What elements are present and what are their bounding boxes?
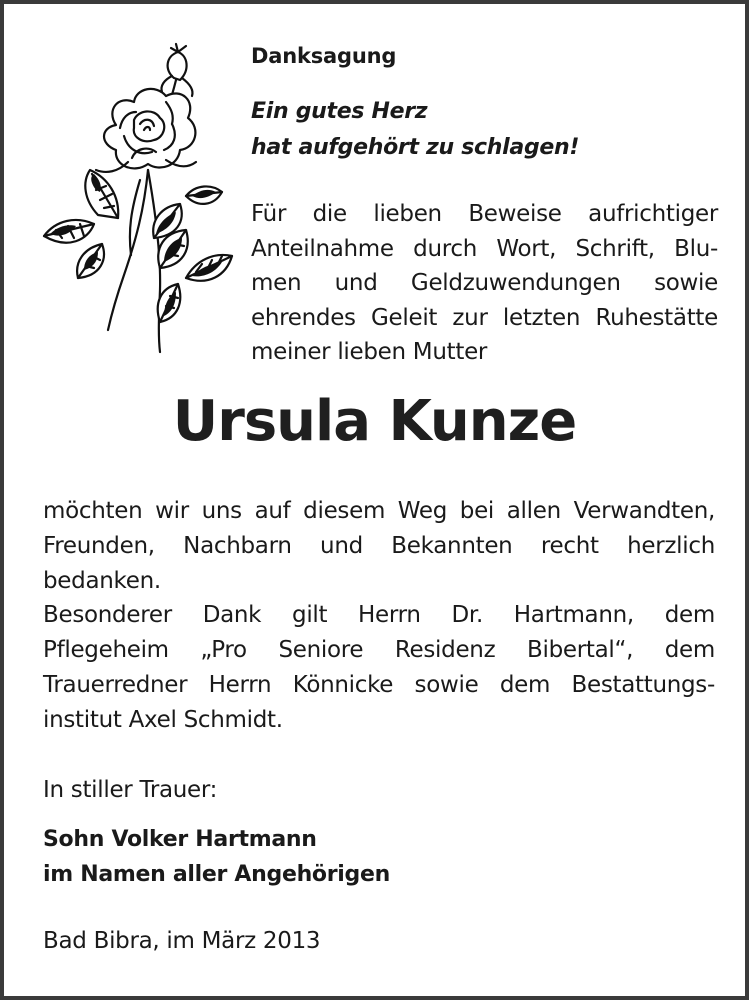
motto-line-2: hat aufgehört zu schlagen!: [251, 135, 580, 160]
heading-danksagung: Danksagung: [251, 44, 397, 68]
signers: [43, 822, 390, 892]
signer-line-1: Sohn Volker Hartmann: [43, 827, 317, 852]
intro-paragraph: [251, 197, 718, 370]
intro-line-5: meiner lieben Mutter: [251, 339, 488, 365]
body-line-5: Pflegeheim „Pro Seniore Residenz Bibertal“, dem: [43, 637, 715, 664]
body-line-6: Trauerredner Herrn Könnicke sowie dem Bestattungs-: [43, 671, 715, 698]
place-date: Bad Bibra, im März 2013: [43, 928, 321, 954]
intro-line-4: ehrendes Geleit zur letzten Ruhestätte: [251, 304, 718, 331]
motto: [251, 94, 579, 166]
intro-line-1: Für die lieben Beweise aufrichtiger: [251, 201, 718, 227]
motto-line-1: Ein gutes Herz: [251, 99, 428, 124]
intro-line-2: Anteilnahme durch Wort, Schrift, Blu-: [251, 235, 718, 262]
deceased-name: Ursula Kunze: [172, 389, 577, 454]
body-line-4: Besonderer Dank gilt Herrn Dr. Hartmann, dem: [43, 602, 715, 629]
body-paragraph: [43, 494, 715, 738]
body-line-7: institut Axel Schmidt.: [43, 706, 283, 733]
body-line-3: bedanken.: [43, 567, 161, 594]
rose-icon: [36, 40, 236, 355]
body-line-2: Freunden, Nachbarn und Bekannten recht herzlich: [43, 532, 715, 559]
signer-line-2: im Namen aller Angehörigen: [43, 862, 390, 887]
body-line-1: möchten wir uns auf diesem Weg bei allen Verwandten,: [43, 498, 715, 524]
mourning-label: In stiller Trauer:: [43, 777, 218, 803]
intro-line-3: men und Geldzuwendungen sowie: [251, 270, 718, 296]
